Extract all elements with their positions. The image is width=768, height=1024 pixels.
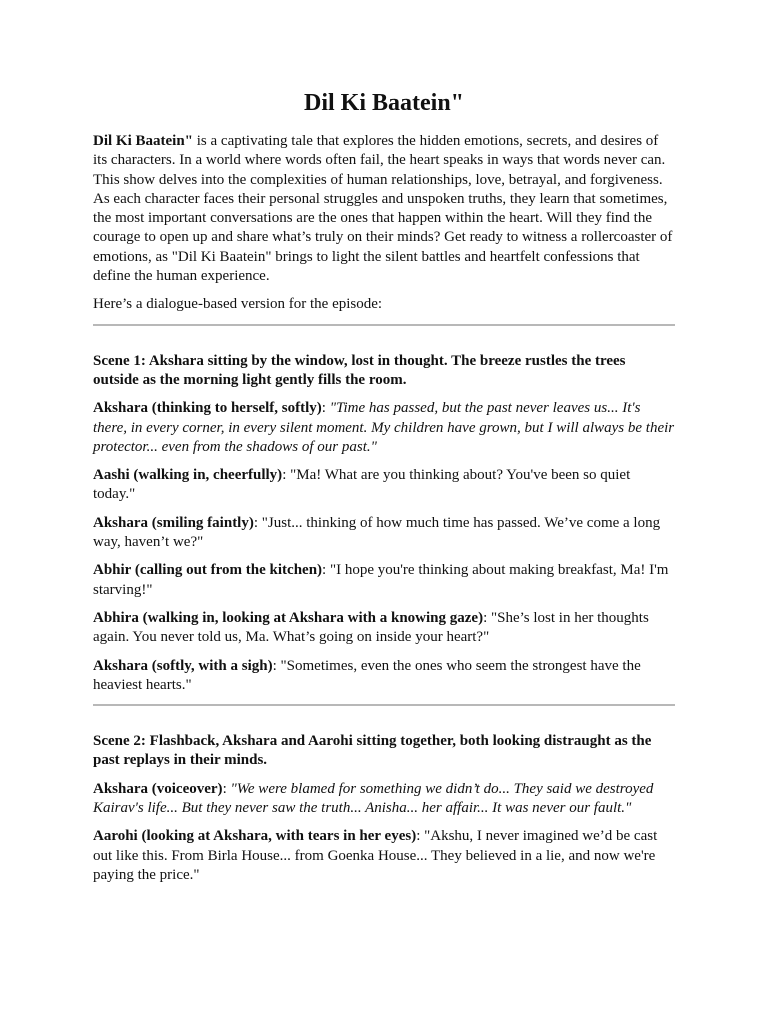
speaker-name: Akshara (softly, with a sigh) [93,657,273,674]
dialogue-line [93,780,675,819]
dialogue-text: "Just... thinking of how much time has passed. We’ve come a long way, haven’t we?" [93,514,661,551]
speaker-name: Akshara (voiceover) [93,780,223,797]
dialogue-separator: : [416,828,425,845]
scene-1-heading [93,352,675,391]
intro-paragraph [93,132,675,286]
section-divider [93,704,675,706]
dialogue-text: "She’s lost in her thoughts again. You never told us, Ma. What’s going on inside your heart?" [93,609,649,646]
scene-2-heading [93,732,675,771]
dialogue-separator: : [483,609,491,626]
dialogue-separator: : [322,562,330,579]
speaker-name: Aarohi (looking at Akshara, with tears in her eyes) [93,828,417,845]
speaker-name: Abhira (walking in, looking at Akshara with a knowing gaze) [93,609,484,626]
speaker-name: Akshara (smiling faintly) [93,514,254,531]
dialogue-separator: : [321,400,330,417]
dialogue-line [93,514,675,553]
dialogue-text: "Sometimes, even the ones who seem the strongest have the heaviest hearts." [93,657,641,693]
dialogue-separator: : [253,514,262,531]
document-title: Dil Ki Baatein" [304,90,464,116]
speaker-name: Aashi (walking in, cheerfully) [93,467,283,484]
dialogue-text: "I hope you're thinking about making breakfast, Ma! I'm starving!" [93,562,669,598]
dialogue-separator: : [282,467,291,484]
speaker-name: Akshara (thinking to herself, softly) [93,400,322,417]
dialogue-line [93,561,675,600]
intro-text: is a captivating tale that explores the hidden emotions, secrets, and desires of its characters. In a world where words often fail, the heart speaks in ways that words never can. This show delves into the complexities of human relationships, love, betrayal, and forgiveness. As each character faces their personal struggles and unspoken truths, they learn that sometimes, the most important conversations are the ones that happen within the heart. Will they find the courage to open up and share what’s truly on their minds? Get ready to witness a rollercoaster of emotions, as "Dil Ki Baatein" brings to light the silent battles and heartfelt confessions that define the human experience. [93,133,673,285]
dialogue-line [93,657,675,696]
section-divider [93,324,675,326]
dialogue-text: "Ma! What are you thinking about? You've been so quiet today." [93,467,631,503]
intro-note: Here’s a dialogue-based version for the episode: [93,296,383,313]
dialogue-text: "Time has passed, but the past never leaves us... It's there, in every corner, in every silent moment. My children have grown, but I will always be their protector... even from the shadows of our past." [93,400,675,455]
dialogue-text: "Akshu, I never imagined we’d be cast out like this. From Birla House... from Goenka House... They believed in a lie, and now we're paying the price." [93,828,658,883]
intro-bold-lead: Dil Ki Baatein" [93,133,193,149]
dialogue-line [93,399,675,457]
scene-2-heading-text: Scene 2: Flashback, Akshara and Aarohi sitting together, both looking distraught as the past replays in their minds. [93,733,652,769]
scene-1-heading-text: Scene 1: Akshara sitting by the window, lost in thought. The breeze rustles the trees outside as the morning light gently fills the room. [93,352,626,388]
dialogue-text: "We were blamed for something we didn’t do... They said we destroyed Kairav's life... But they never saw the truth... Anisha... her affair... It was never our fault." [93,780,654,817]
dialogue-line [93,466,675,505]
speaker-name: Abhir (calling out from the kitchen) [93,562,323,579]
dialogue-line [93,827,675,885]
dialogue-separator: : [272,657,281,674]
dialogue-separator: : [222,780,231,797]
dialogue-line [93,609,675,648]
